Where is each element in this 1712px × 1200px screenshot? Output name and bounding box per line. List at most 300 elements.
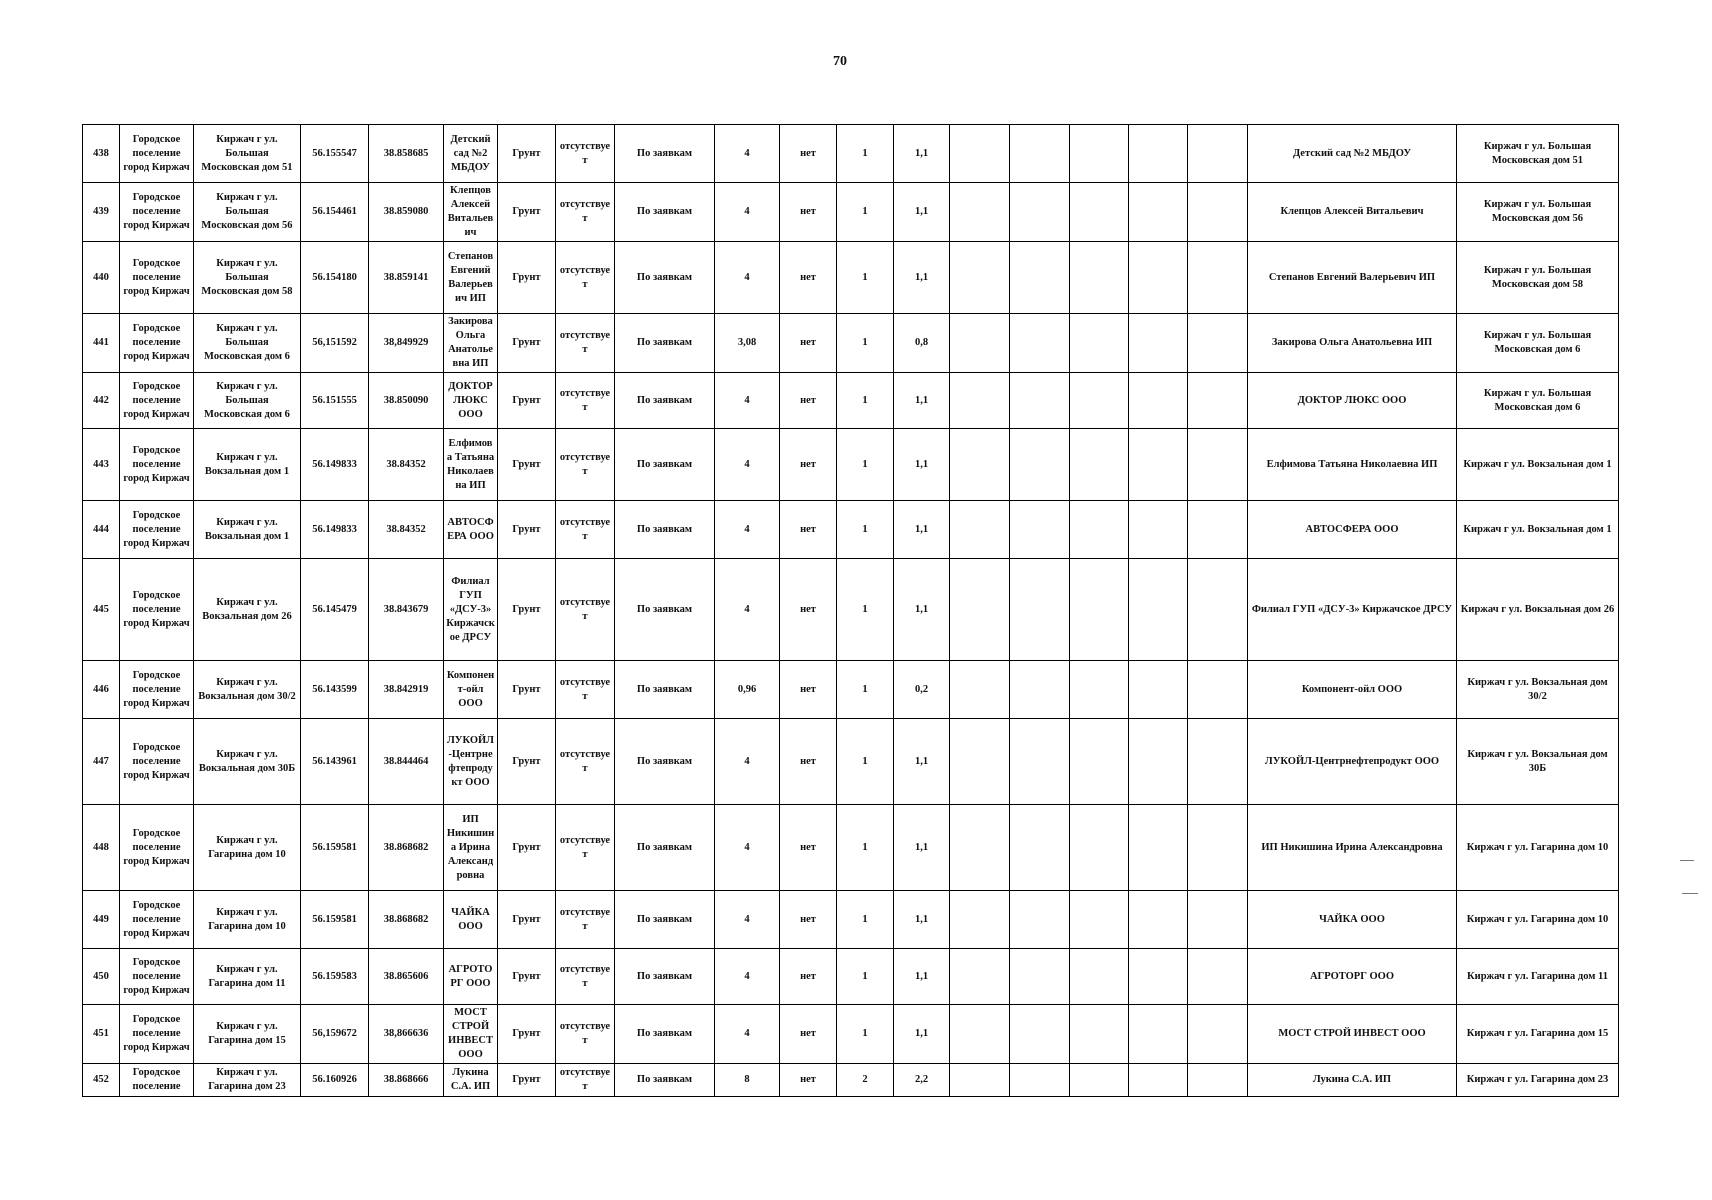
cell-empty [950, 1005, 1010, 1064]
cell-longitude: 38.842919 [369, 661, 444, 719]
cell-num: 451 [83, 1005, 120, 1064]
cell-empty [1129, 661, 1188, 719]
cell-address-full: Киржач г ул. Вокзальная дом 1 [1457, 429, 1619, 501]
cell-absence: отсутствует [556, 314, 615, 373]
cell-address-full: Киржач г ул. Гагарина дом 11 [1457, 949, 1619, 1005]
cell-empty [1070, 183, 1129, 242]
table-row [83, 891, 1619, 949]
cell-address: Киржач г ул. Большая Московская дом 51 [194, 125, 301, 183]
cell-area: 4 [715, 805, 780, 891]
cell-owner-full: Закирова Ольга Анатольевна ИП [1248, 314, 1457, 373]
cell-longitude: 38.865606 [369, 949, 444, 1005]
cell-empty [1010, 183, 1070, 242]
cell-empty [1188, 314, 1248, 373]
cell-count: 1 [837, 719, 894, 805]
cell-count: 1 [837, 429, 894, 501]
cell-volume: 1,1 [894, 719, 950, 805]
cell-settlement: Городское поселение город Киржач [120, 805, 194, 891]
cell-longitude: 38.868682 [369, 891, 444, 949]
cell-count: 1 [837, 891, 894, 949]
cell-address: Киржач г ул. Гагарина дом 10 [194, 805, 301, 891]
cell-surface: Грунт [498, 183, 556, 242]
cell-absence: отсутствует [556, 661, 615, 719]
cell-cover: нет [780, 1005, 837, 1064]
cell-empty [950, 891, 1010, 949]
cell-empty [1070, 429, 1129, 501]
cell-empty [1010, 429, 1070, 501]
cell-address: Киржач г ул. Большая Московская дом 6 [194, 373, 301, 429]
cell-count: 1 [837, 314, 894, 373]
cell-latitude: 56.159581 [301, 805, 369, 891]
cell-volume: 1,1 [894, 891, 950, 949]
table-row [83, 501, 1619, 559]
cell-schedule: По заявкам [615, 125, 715, 183]
cell-longitude: 38,849929 [369, 314, 444, 373]
cell-empty [1188, 183, 1248, 242]
cell-schedule: По заявкам [615, 314, 715, 373]
cell-count: 2 [837, 1064, 894, 1097]
cell-absence: отсутствует [556, 559, 615, 661]
cell-latitude: 56.159583 [301, 949, 369, 1005]
cell-cover: нет [780, 1064, 837, 1097]
cell-area: 4 [715, 125, 780, 183]
cell-cover: нет [780, 719, 837, 805]
cell-surface: Грунт [498, 1064, 556, 1097]
cell-schedule: По заявкам [615, 949, 715, 1005]
cell-count: 1 [837, 949, 894, 1005]
cell-settlement: Городское поселение город Киржач [120, 501, 194, 559]
table-row [83, 314, 1619, 373]
cell-empty [1070, 559, 1129, 661]
cell-cover: нет [780, 314, 837, 373]
table-row [83, 183, 1619, 242]
cell-absence: отсутствует [556, 183, 615, 242]
cell-empty [950, 949, 1010, 1005]
cell-address: Киржач г ул. Вокзальная дом 1 [194, 501, 301, 559]
cell-owner-short: ДОКТОР ЛЮКС ООО [444, 373, 498, 429]
cell-surface: Грунт [498, 891, 556, 949]
cell-empty [1188, 805, 1248, 891]
cell-num: 446 [83, 661, 120, 719]
cell-settlement: Городское поселение город Киржач [120, 719, 194, 805]
cell-volume: 1,1 [894, 429, 950, 501]
cell-volume: 2,2 [894, 1064, 950, 1097]
cell-owner-full: Степанов Евгений Валерьевич ИП [1248, 242, 1457, 314]
cell-area: 0,96 [715, 661, 780, 719]
cell-absence: отсутствует [556, 501, 615, 559]
cell-empty [1129, 1005, 1188, 1064]
cell-owner-full: Компонент-ойл ООО [1248, 661, 1457, 719]
cell-empty [1070, 501, 1129, 559]
cell-longitude: 38.868682 [369, 805, 444, 891]
cell-empty [1129, 183, 1188, 242]
cell-address-full: Киржач г ул. Вокзальная дом 26 [1457, 559, 1619, 661]
cell-empty [1129, 125, 1188, 183]
table-row [83, 429, 1619, 501]
scan-speck [1680, 860, 1694, 861]
cell-settlement: Городское поселение город Киржач [120, 661, 194, 719]
cell-empty [950, 559, 1010, 661]
cell-owner-full: Лукина С.А. ИП [1248, 1064, 1457, 1097]
cell-surface: Грунт [498, 661, 556, 719]
cell-empty [1010, 719, 1070, 805]
cell-address: Киржач г ул. Большая Московская дом 58 [194, 242, 301, 314]
cell-owner-short: Компонент-ойл ООО [444, 661, 498, 719]
cell-absence: отсутствует [556, 242, 615, 314]
cell-absence: отсутствует [556, 719, 615, 805]
cell-empty [1188, 242, 1248, 314]
cell-owner-full: ЧАЙКА ООО [1248, 891, 1457, 949]
cell-area: 3,08 [715, 314, 780, 373]
cell-empty [1188, 429, 1248, 501]
cell-num: 440 [83, 242, 120, 314]
cell-volume: 0,8 [894, 314, 950, 373]
cell-empty [1188, 891, 1248, 949]
cell-address-full: Киржач г ул. Гагарина дом 15 [1457, 1005, 1619, 1064]
cell-area: 4 [715, 183, 780, 242]
cell-volume: 1,1 [894, 559, 950, 661]
cell-area: 4 [715, 949, 780, 1005]
cell-address: Киржач г ул. Вокзальная дом 30/2 [194, 661, 301, 719]
table-row [83, 949, 1619, 1005]
cell-latitude: 56,151592 [301, 314, 369, 373]
cell-address: Киржач г ул. Гагарина дом 15 [194, 1005, 301, 1064]
cell-cover: нет [780, 559, 837, 661]
cell-volume: 0,2 [894, 661, 950, 719]
cell-surface: Грунт [498, 719, 556, 805]
cell-num: 448 [83, 805, 120, 891]
cell-owner-full: АГРОТОРГ ООО [1248, 949, 1457, 1005]
cell-num: 447 [83, 719, 120, 805]
cell-settlement: Городское поселение город Киржач [120, 125, 194, 183]
cell-surface: Грунт [498, 373, 556, 429]
cell-latitude: 56.145479 [301, 559, 369, 661]
cell-count: 1 [837, 661, 894, 719]
cell-absence: отсутствует [556, 1005, 615, 1064]
table-row [83, 805, 1619, 891]
cell-cover: нет [780, 891, 837, 949]
cell-surface: Грунт [498, 949, 556, 1005]
cell-surface: Грунт [498, 1005, 556, 1064]
cell-volume: 1,1 [894, 125, 950, 183]
cell-num: 445 [83, 559, 120, 661]
cell-empty [950, 501, 1010, 559]
cell-latitude: 56.155547 [301, 125, 369, 183]
cell-cover: нет [780, 661, 837, 719]
cell-owner-full: Елфимова Татьяна Николаевна ИП [1248, 429, 1457, 501]
cell-latitude: 56.159581 [301, 891, 369, 949]
cell-cover: нет [780, 242, 837, 314]
cell-address-full: Киржач г ул. Большая Московская дом 56 [1457, 183, 1619, 242]
cell-schedule: По заявкам [615, 891, 715, 949]
cell-owner-short: ИП Никишина Ирина Александровна [444, 805, 498, 891]
cell-empty [1188, 1064, 1248, 1097]
cell-settlement: Городское поселение город Киржач [120, 949, 194, 1005]
cell-absence: отсутствует [556, 1064, 615, 1097]
cell-empty [1129, 949, 1188, 1005]
cell-area: 4 [715, 429, 780, 501]
cell-absence: отсутствует [556, 949, 615, 1005]
cell-empty [1010, 314, 1070, 373]
cell-absence: отсутствует [556, 429, 615, 501]
cell-num: 449 [83, 891, 120, 949]
cell-address-full: Киржач г ул. Гагарина дом 10 [1457, 805, 1619, 891]
cell-count: 1 [837, 805, 894, 891]
cell-longitude: 38.84352 [369, 501, 444, 559]
cell-longitude: 38.859080 [369, 183, 444, 242]
cell-owner-short: Степанов Евгений Валерьевич ИП [444, 242, 498, 314]
cell-empty [1010, 891, 1070, 949]
cell-address: Киржач г ул. Вокзальная дом 30Б [194, 719, 301, 805]
cell-owner-short: ЧАЙКА ООО [444, 891, 498, 949]
cell-latitude: 56.143961 [301, 719, 369, 805]
cell-empty [950, 1064, 1010, 1097]
cell-empty [1070, 805, 1129, 891]
cell-address-full: Киржач г ул. Гагарина дом 10 [1457, 891, 1619, 949]
cell-empty [1188, 1005, 1248, 1064]
cell-latitude: 56.160926 [301, 1064, 369, 1097]
cell-cover: нет [780, 501, 837, 559]
cell-address-full: Киржач г ул. Большая Московская дом 58 [1457, 242, 1619, 314]
cell-num: 444 [83, 501, 120, 559]
cell-absence: отсутствует [556, 125, 615, 183]
cell-schedule: По заявкам [615, 373, 715, 429]
cell-volume: 1,1 [894, 501, 950, 559]
cell-num: 450 [83, 949, 120, 1005]
cell-count: 1 [837, 183, 894, 242]
cell-schedule: По заявкам [615, 1005, 715, 1064]
cell-volume: 1,1 [894, 949, 950, 1005]
cell-absence: отсутствует [556, 805, 615, 891]
cell-cover: нет [780, 949, 837, 1005]
cell-longitude: 38.858685 [369, 125, 444, 183]
cell-empty [1188, 719, 1248, 805]
cell-empty [1070, 1005, 1129, 1064]
cell-empty [1188, 501, 1248, 559]
cell-settlement: Городское поселение город Киржач [120, 314, 194, 373]
cell-schedule: По заявкам [615, 242, 715, 314]
cell-owner-short: Клепцов Алексей Витальевич [444, 183, 498, 242]
cell-absence: отсутствует [556, 373, 615, 429]
cell-empty [1070, 242, 1129, 314]
cell-longitude: 38.859141 [369, 242, 444, 314]
cell-empty [1070, 661, 1129, 719]
cell-absence: отсутствует [556, 891, 615, 949]
page-number: 70 [833, 54, 847, 69]
cell-owner-full: МОСТ СТРОЙ ИНВЕСТ ООО [1248, 1005, 1457, 1064]
cell-owner-full: ЛУКОЙЛ-Центрнефтепродукт ООО [1248, 719, 1457, 805]
cell-empty [1070, 373, 1129, 429]
cell-address: Киржач г ул. Большая Московская дом 56 [194, 183, 301, 242]
cell-owner-short: ЛУКОЙЛ-Центрнефтепродукт ООО [444, 719, 498, 805]
cell-empty [950, 661, 1010, 719]
cell-latitude: 56.149833 [301, 429, 369, 501]
cell-latitude: 56.154180 [301, 242, 369, 314]
cell-settlement: Городское поселение город Киржач [120, 183, 194, 242]
cell-address: Киржач г ул. Гагарина дом 23 [194, 1064, 301, 1097]
cell-empty [1010, 559, 1070, 661]
cell-owner-short: АГРОТОРГ ООО [444, 949, 498, 1005]
cell-owner-short: АВТОСФЕРА ООО [444, 501, 498, 559]
cell-surface: Грунт [498, 314, 556, 373]
cell-empty [1070, 125, 1129, 183]
cell-settlement: Городское поселение город Киржач [120, 373, 194, 429]
cell-surface: Грунт [498, 805, 556, 891]
cell-empty [950, 373, 1010, 429]
cell-num: 441 [83, 314, 120, 373]
cell-address-full: Киржач г ул. Вокзальная дом 1 [1457, 501, 1619, 559]
cell-empty [1010, 501, 1070, 559]
cell-address: Киржач г ул. Вокзальная дом 26 [194, 559, 301, 661]
cell-empty [1188, 949, 1248, 1005]
cell-longitude: 38.868666 [369, 1064, 444, 1097]
cell-cover: нет [780, 183, 837, 242]
cell-area: 4 [715, 242, 780, 314]
cell-latitude: 56.154461 [301, 183, 369, 242]
cell-empty [1070, 949, 1129, 1005]
cell-volume: 1,1 [894, 373, 950, 429]
cell-cover: нет [780, 429, 837, 501]
cell-empty [1129, 719, 1188, 805]
cell-longitude: 38.850090 [369, 373, 444, 429]
cell-area: 4 [715, 719, 780, 805]
table-row [83, 242, 1619, 314]
cell-owner-full: Детский сад №2 МБДОУ [1248, 125, 1457, 183]
cell-empty [1010, 242, 1070, 314]
cell-owner-short: Детский сад №2 МБДОУ [444, 125, 498, 183]
cell-surface: Грунт [498, 429, 556, 501]
cell-empty [1010, 1064, 1070, 1097]
cell-area: 4 [715, 373, 780, 429]
cell-empty [1129, 242, 1188, 314]
cell-empty [1010, 949, 1070, 1005]
cell-empty [1129, 1064, 1188, 1097]
cell-empty [1129, 373, 1188, 429]
cell-volume: 1,1 [894, 183, 950, 242]
cell-address: Киржач г ул. Вокзальная дом 1 [194, 429, 301, 501]
cell-schedule: По заявкам [615, 719, 715, 805]
cell-address-full: Киржач г ул. Вокзальная дом 30/2 [1457, 661, 1619, 719]
cell-empty [950, 719, 1010, 805]
cell-settlement: Городское поселение город Киржач [120, 242, 194, 314]
cell-surface: Грунт [498, 559, 556, 661]
cell-owner-full: Клепцов Алексей Витальевич [1248, 183, 1457, 242]
registry-table [82, 124, 1619, 1097]
cell-latitude: 56,159672 [301, 1005, 369, 1064]
cell-empty [1129, 891, 1188, 949]
cell-empty [950, 429, 1010, 501]
table-row [83, 1005, 1619, 1064]
cell-cover: нет [780, 125, 837, 183]
cell-settlement: Городское поселение город Киржач [120, 559, 194, 661]
cell-num: 443 [83, 429, 120, 501]
cell-longitude: 38.843679 [369, 559, 444, 661]
cell-address: Киржач г ул. Гагарина дом 11 [194, 949, 301, 1005]
cell-surface: Грунт [498, 125, 556, 183]
scan-speck [1682, 893, 1698, 894]
cell-owner-short: МОСТ СТРОЙ ИНВЕСТ ООО [444, 1005, 498, 1064]
cell-empty [950, 125, 1010, 183]
cell-owner-full: ИП Никишина Ирина Александровна [1248, 805, 1457, 891]
cell-owner-short: Филиал ГУП «ДСУ-3» Киржачское ДРСУ [444, 559, 498, 661]
cell-empty [1129, 805, 1188, 891]
cell-surface: Грунт [498, 242, 556, 314]
cell-address-full: Киржач г ул. Большая Московская дом 6 [1457, 373, 1619, 429]
cell-empty [1010, 805, 1070, 891]
cell-settlement: Городское поселение город Киржач [120, 1005, 194, 1064]
cell-address-full: Киржач г ул. Вокзальная дом 30Б [1457, 719, 1619, 805]
cell-num: 438 [83, 125, 120, 183]
cell-empty [950, 183, 1010, 242]
table-row [83, 559, 1619, 661]
cell-schedule: По заявкам [615, 1064, 715, 1097]
cell-address: Киржач г ул. Большая Московская дом 6 [194, 314, 301, 373]
cell-schedule: По заявкам [615, 429, 715, 501]
cell-address-full: Киржач г ул. Большая Московская дом 51 [1457, 125, 1619, 183]
cell-empty [1010, 661, 1070, 719]
cell-schedule: По заявкам [615, 501, 715, 559]
cell-area: 4 [715, 1005, 780, 1064]
cell-surface: Грунт [498, 501, 556, 559]
cell-area: 4 [715, 559, 780, 661]
cell-area: 4 [715, 501, 780, 559]
cell-cover: нет [780, 373, 837, 429]
cell-settlement: Городское поселение город Киржач [120, 429, 194, 501]
cell-num: 452 [83, 1064, 120, 1097]
cell-empty [1070, 891, 1129, 949]
cell-empty [950, 314, 1010, 373]
cell-empty [1010, 125, 1070, 183]
cell-volume: 1,1 [894, 242, 950, 314]
cell-count: 1 [837, 125, 894, 183]
cell-longitude: 38.844464 [369, 719, 444, 805]
table-row [83, 373, 1619, 429]
cell-num: 439 [83, 183, 120, 242]
table-row [83, 719, 1619, 805]
cell-area: 4 [715, 891, 780, 949]
cell-owner-full: Филиал ГУП «ДСУ-3» Киржачское ДРСУ [1248, 559, 1457, 661]
cell-latitude: 56.151555 [301, 373, 369, 429]
cell-count: 1 [837, 1005, 894, 1064]
cell-empty [950, 805, 1010, 891]
cell-count: 1 [837, 559, 894, 661]
cell-empty [1129, 429, 1188, 501]
cell-address-full: Киржач г ул. Большая Московская дом 6 [1457, 314, 1619, 373]
cell-empty [1129, 559, 1188, 661]
cell-empty [950, 242, 1010, 314]
cell-empty [1188, 373, 1248, 429]
cell-area: 8 [715, 1064, 780, 1097]
cell-volume: 1,1 [894, 1005, 950, 1064]
cell-volume: 1,1 [894, 805, 950, 891]
cell-empty [1070, 1064, 1129, 1097]
cell-empty [1129, 314, 1188, 373]
cell-owner-short: Елфимова Татьяна Николаевна ИП [444, 429, 498, 501]
cell-latitude: 56.143599 [301, 661, 369, 719]
table-row [83, 661, 1619, 719]
cell-owner-full: ДОКТОР ЛЮКС ООО [1248, 373, 1457, 429]
cell-empty [1129, 501, 1188, 559]
cell-latitude: 56.149833 [301, 501, 369, 559]
table-row [83, 125, 1619, 183]
table-row [83, 1064, 1619, 1097]
cell-schedule: По заявкам [615, 661, 715, 719]
cell-empty [1010, 373, 1070, 429]
table-body [83, 125, 1619, 1097]
cell-schedule: По заявкам [615, 183, 715, 242]
cell-num: 442 [83, 373, 120, 429]
cell-longitude: 38,866636 [369, 1005, 444, 1064]
